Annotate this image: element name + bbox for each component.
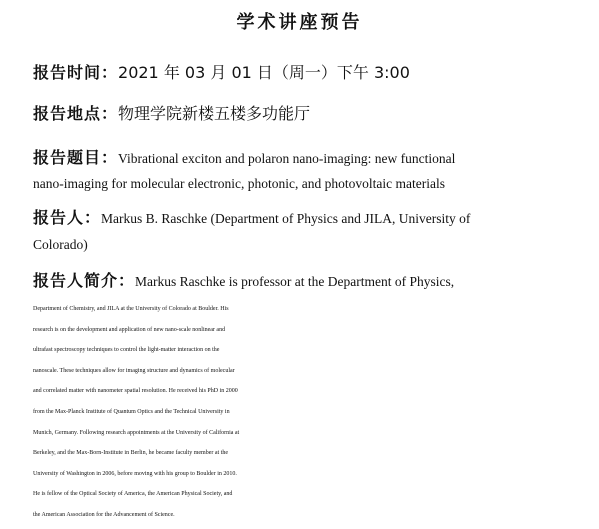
bio-line: nanoscale. These techniques allow for imaging structure and dynamics of molecular	[33, 367, 235, 374]
time-row	[33, 60, 410, 83]
topic-label: 报告题目：	[33, 148, 119, 167]
bio-first-line: Markus Raschke is professor at the Department of Physics,	[135, 274, 455, 289]
bio-line: Department of Chemistry, and JILA at the University of Colorado at Boulder. His	[33, 306, 229, 312]
topic-value-line-2: nano-imaging for molecular electronic, photonic, and photovoltaic materials	[33, 176, 445, 191]
bio-line: ultrafast spectroscopy techniques to control the light-matter interaction on the	[33, 347, 220, 354]
topic-row	[33, 145, 455, 168]
location-row	[33, 101, 310, 124]
page-title: 学术讲座预告	[236, 12, 363, 33]
bio-line: from the Max-Planck Institute of Quantum Optics and the Technical University in	[33, 408, 230, 415]
bio-line: He is fellow of the Optical Society of America, the American Physical Society, and	[33, 491, 233, 498]
bio-label: 报告人简介：	[33, 271, 136, 290]
time-value: 2021 年 03 月 01 日（周一）下午 3:00	[118, 63, 410, 82]
bio-line: research is on the development and application of new nano-scale nonlinear and	[33, 326, 226, 333]
location-value: 物理学院新楼五楼多功能厅	[118, 104, 311, 123]
speaker-label: 报告人：	[33, 208, 102, 227]
bio-line: and correlated matter with nanometer spatial resolution. He received his PhD in 2000	[33, 388, 238, 395]
location-label: 报告地点：	[33, 104, 119, 123]
bio-line: Munich, Germany. Following research appointments at the University of California at	[33, 429, 240, 436]
speaker-row	[33, 205, 470, 228]
bio-line: Berkeley, and the Max-Born-Institute in Berlin, he became faculty member at the	[33, 450, 229, 457]
speaker-value-line-1: Markus B. Raschke (Department of Physics and JILA, University of	[101, 211, 471, 226]
bio-paragraph	[33, 299, 593, 526]
bio-line: University of Washington in 2006, before moving with his group to Boulder in 2010.	[33, 470, 237, 477]
time-label: 报告时间：	[33, 63, 119, 82]
topic-value-line-1: Vibrational exciton and polaron nano-imaging: new functional	[118, 151, 456, 166]
bio-line: the American Association for the Advancement of Science.	[33, 511, 175, 518]
speaker-value-line-2: Colorado)	[33, 237, 88, 252]
bio-row	[33, 268, 454, 291]
